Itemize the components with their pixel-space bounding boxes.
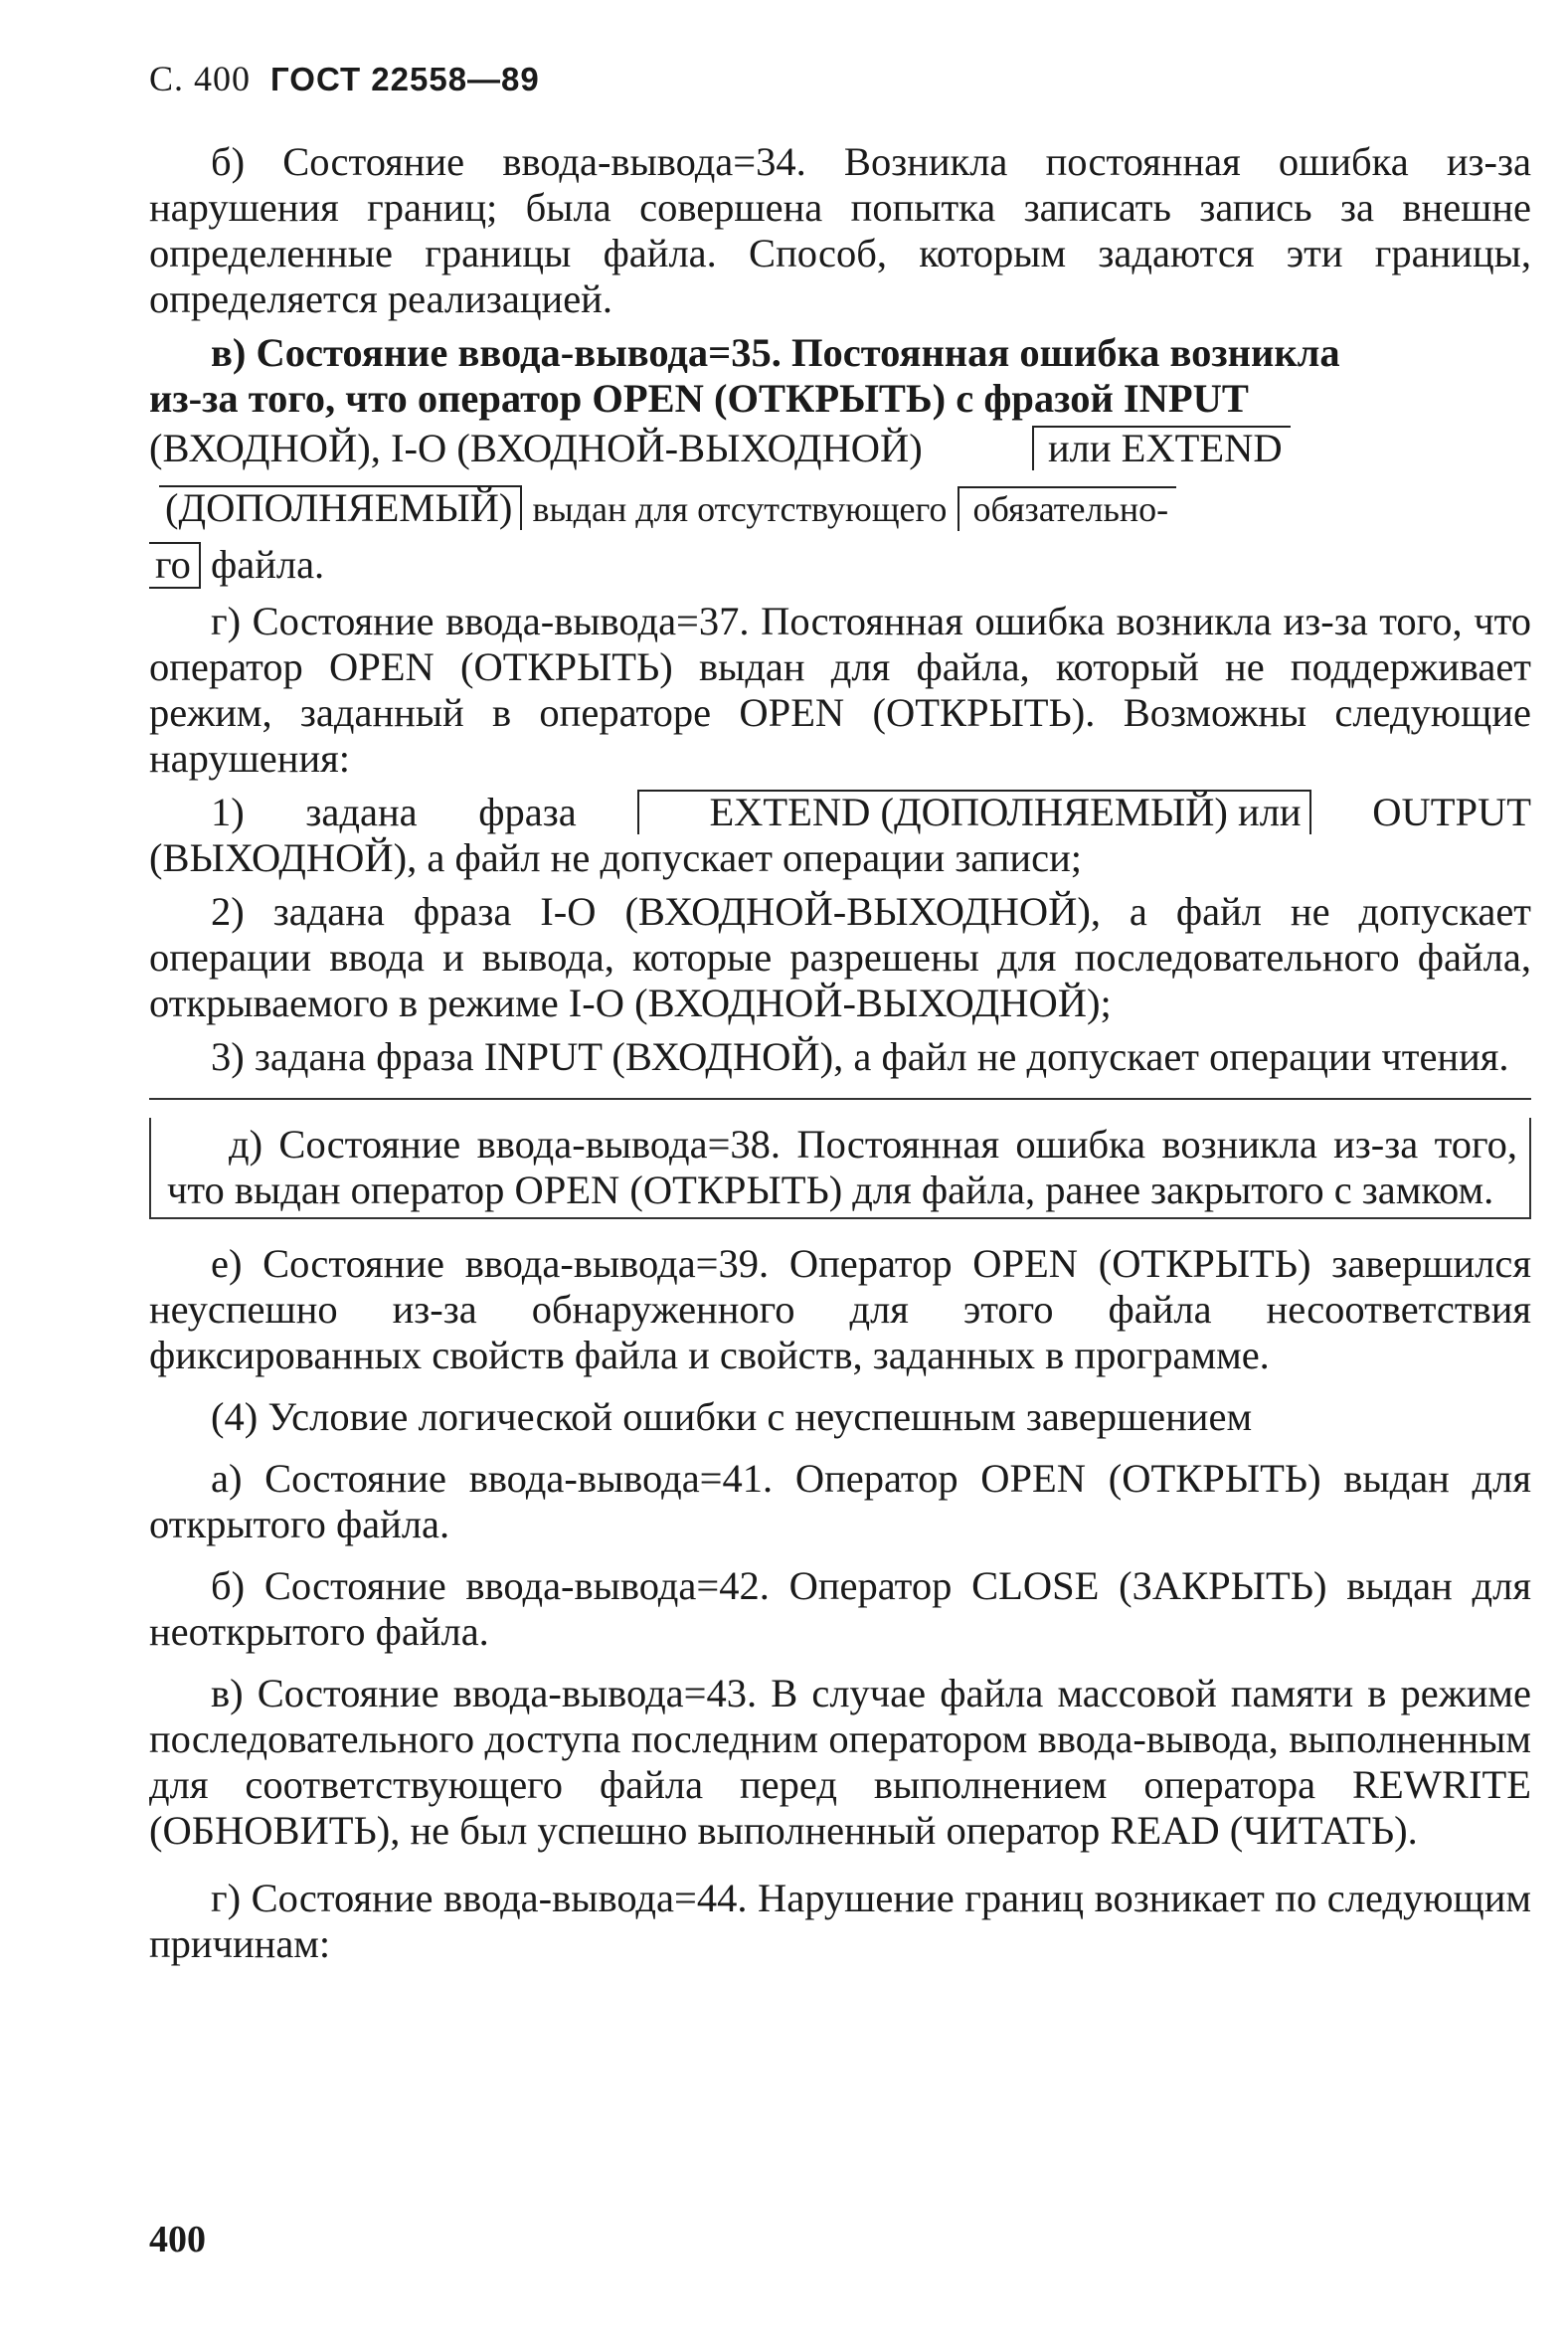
list-item-37-2: 2) задана фраза I-O (ВХОДНОЙ-ВЫХОДНОЙ), а файл не допускает операции ввода и вывода, которые разрешены для последовательного файла, открываемого в режиме I-O (ВХОДНОЙ-ВЫХОДНОЙ); [149, 889, 1531, 1025]
inline-text: файла. [210, 542, 325, 587]
framed-block [149, 1118, 1531, 1219]
document-body [149, 139, 1531, 1975]
paragraph-io-status-37: г) Состояние ввода-вывода=37. Постоянная ошибка возникла из-за того, что оператор OPEN (ОТКРЫТЬ) выдан для файла, который не поддерживает режим, заданный в операторе OPEN (ОТКРЫТЬ). Возможны следующие нарушения: [149, 599, 1531, 781]
line-35-c [149, 426, 1531, 471]
list-item-37-1 [149, 790, 1531, 881]
page-reference: С. 400 [149, 59, 252, 98]
inline-text: (ВХОДНОЙ), I-O (ВХОДНОЙ-ВЫХОДНОЙ) [149, 426, 923, 470]
line-35-b: из-за того, что оператор OPEN (ОТКРЫТЬ) с фразой INPUT [149, 376, 1249, 421]
paragraph-io-status-43: в) Состояние ввода-вывода=43. В случае файла массовой памяти в режиме последовательного доступа последним оператором ввода-вывода, выполненным для соответствующего файла перед выполнением оператора REWRITE (ОБНОВИТЬ), не был успешно выполненный оператор READ (ЧИТАТЬ). [149, 1671, 1531, 1853]
boxed-go: го [149, 542, 201, 589]
document-page [149, 40, 1531, 2317]
list-item-37-3: 3) задана фраза INPUT (ВХОДНОЙ), а файл не допускает операции чтения. [211, 1034, 1509, 1079]
paragraph-io-status-35 [149, 330, 1531, 422]
boxed-dopolnyaemyi: (ДОПОЛНЯЕМЫЙ) [159, 485, 522, 530]
line-35-e [149, 542, 1531, 589]
paragraph-io-status-44: г) Состояние ввода-вывода=44. Нарушение границ возникает по следующим причинам: [149, 1876, 1531, 1966]
page-number: 400 [149, 2219, 206, 2260]
paragraph-io-status-34: б) Состояние ввода-вывода=34. Возникла постоянная ошибка из-за нарушения границ; была совершена попытка записать запись за внешне определенные границы файла. Способ, которым задаются эти границы, определяется реализацией. [149, 139, 1531, 321]
inline-text: 1) задана фраза [211, 790, 577, 834]
change-rule [149, 1098, 1531, 1100]
paragraph-io-status-42: б) Состояние ввода-вывода=42. Оператор CLOSE (ЗАКРЫТЬ) выдан для неоткрытого файла. [149, 1563, 1531, 1654]
inline-text: выдан для отсутствующего [532, 489, 948, 529]
boxed-obyazatelno: обязательно- [958, 486, 1177, 531]
line-35-d [149, 485, 1531, 532]
boxed-extend: или EXTEND [1032, 426, 1291, 470]
paragraph-io-status-41: а) Состояние ввода-вывода=41. Оператор OPEN (ОТКРЫТЬ) выдан для открытого файла. [149, 1456, 1531, 1546]
boxed-extend-or: EXTEND (ДОПОЛНЯЕМЫЙ) или [637, 790, 1310, 834]
line-35-a: в) Состояние ввода-вывода=35. Постоянная ошибка возникла [211, 330, 1340, 375]
section-4-heading: (4) Условие логической ошибки с неуспешным завершением [211, 1394, 1253, 1439]
gost-designation: ГОСТ 22558—89 [270, 61, 540, 97]
inline-text: OUTPUT (ВЫХОДНОЙ), а файл не допускает операции записи; [149, 790, 1532, 880]
running-header [149, 58, 540, 99]
paragraph-io-status-38: д) Состояние ввода-вывода=38. Постоянная ошибка возникла из-за того, что выдан оператор OPEN (ОТКРЫТЬ) для файла, ранее закрытого с замком. [167, 1122, 1517, 1212]
paragraph-io-status-39: е) Состояние ввода-вывода=39. Оператор OPEN (ОТКРЫТЬ) завершился неуспешно из-за обнаруженного для этого файла несоответствия фиксированных свойств файла и свойств, заданных в программе. [149, 1241, 1531, 1377]
